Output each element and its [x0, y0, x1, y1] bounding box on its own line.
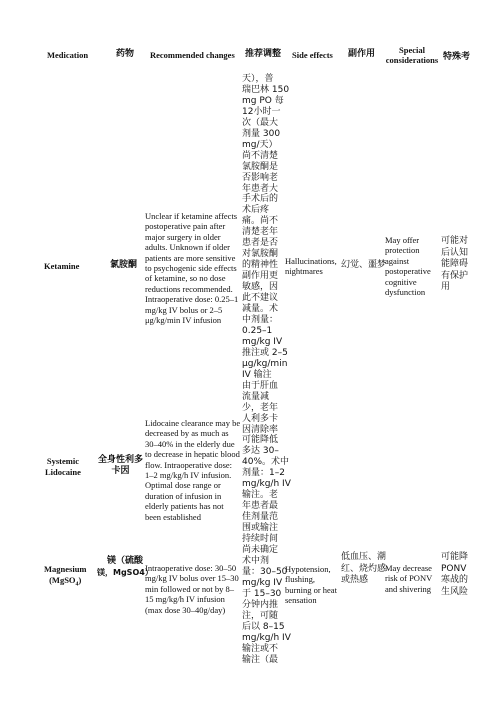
header-special: Special considerations: [385, 45, 439, 65]
header-recommended: Recommended changes: [150, 50, 235, 60]
lidocaine-name: Systemic Lidocaine: [45, 456, 81, 477]
lidocaine-recommended: Lidocaine clearance may be decreased by as much as 30–40% in the elderly due to decrease in hepatic blood flow. Intraoperative dose: 1–2 mg/kg/h IV infusion. Optimal dose range or duration of infusion in elderly patients has not been established: [145, 418, 241, 522]
magnesium-name-zh: 镁（硫酸 镁，MgSO4）: [97, 556, 153, 577]
ketamine-side-effects-zh: 幻觉、噩梦: [341, 260, 387, 270]
header-side-effects-zh: 副作用: [348, 49, 376, 59]
magnesium-name: Magnesium (MgSO$_4$): [44, 564, 87, 588]
ketamine-name: Ketamine: [44, 261, 80, 271]
lidocaine-name-zh: 全身性利多 卡因: [98, 455, 144, 476]
header-special-zh: 特殊考: [443, 52, 471, 62]
ketamine-special-zh: 可能对 后认知 能障碍 有保护 用: [441, 236, 469, 293]
header-side-effects: Side effects: [292, 50, 333, 60]
magnesium-recommended: Intraoperative dose: 30–50 mg/kg IV bolus over 15–30 min followed or not by 8– 15 mg/kg/h IV infusion (max dose 30–40g/day): [145, 563, 239, 615]
magnesium-special-zh: 可能降 PONV 寒战的 生风险: [441, 552, 469, 597]
header-recommended-zh: 推荐调整: [245, 49, 282, 59]
recommended-zh-column: 天），普 瑞巴林 150 mg PO 每 12小时一 次（最大 剂量 300 mg/天） 尚不清楚 氯胺酮是 否影响老 年患者大 手术后的 术后疼 痛。尚不 清楚老年 患者是否 对氯胺酮 的精神性 副作用更 敏感，因 此不建议 减量。术 中剂量： 0.25–1 mg/kg IV 推注或 2–5 μg/kg/min IV 输注 由于肝血 流量减 少，老年 人利多卡 因清除率 可能降低 多达 30– 40%。术中 剂量：1–2 mg/kg/h IV 输注。老 年患者最 佳剂量范 围或输注 持续时间 尚未确定 术中剂 量：30–50 mg/kg IV 于 15–30 分钟内推 注，可随 后以 8–15 mg/kg/h IV 输注或不 输注（最: [242, 74, 291, 665]
ketamine-name-zh: 氯胺酮: [110, 260, 138, 270]
magnesium-side-effects-zh: 低血压、潮 红、烧灼感 或热感: [341, 552, 387, 586]
ketamine-recommended: Unclear if ketamine affects postoperative pain after major surgery in older adults. Unknown if older patients are more sensitive to psychogenic side effects of ketamine, so no dose reductions recommended. Intraoperative dose: 0.25–1 mg/kg IV bolus or 2–5 μg/kg/min IV infusion: [145, 211, 239, 326]
header-medication-zh: 药物: [116, 49, 135, 59]
header-medication: Medication: [47, 50, 89, 60]
ketamine-special: May offer protection against postoperative cognitive dysfunction: [385, 235, 431, 298]
ketamine-side-effects: Hallucinations, nightmares: [285, 256, 337, 277]
magnesium-side-effects: Hypotension, flushing, burning or heat sensation: [285, 564, 337, 606]
magnesium-special: May decrease risk of PONV and shivering: [385, 563, 433, 594]
